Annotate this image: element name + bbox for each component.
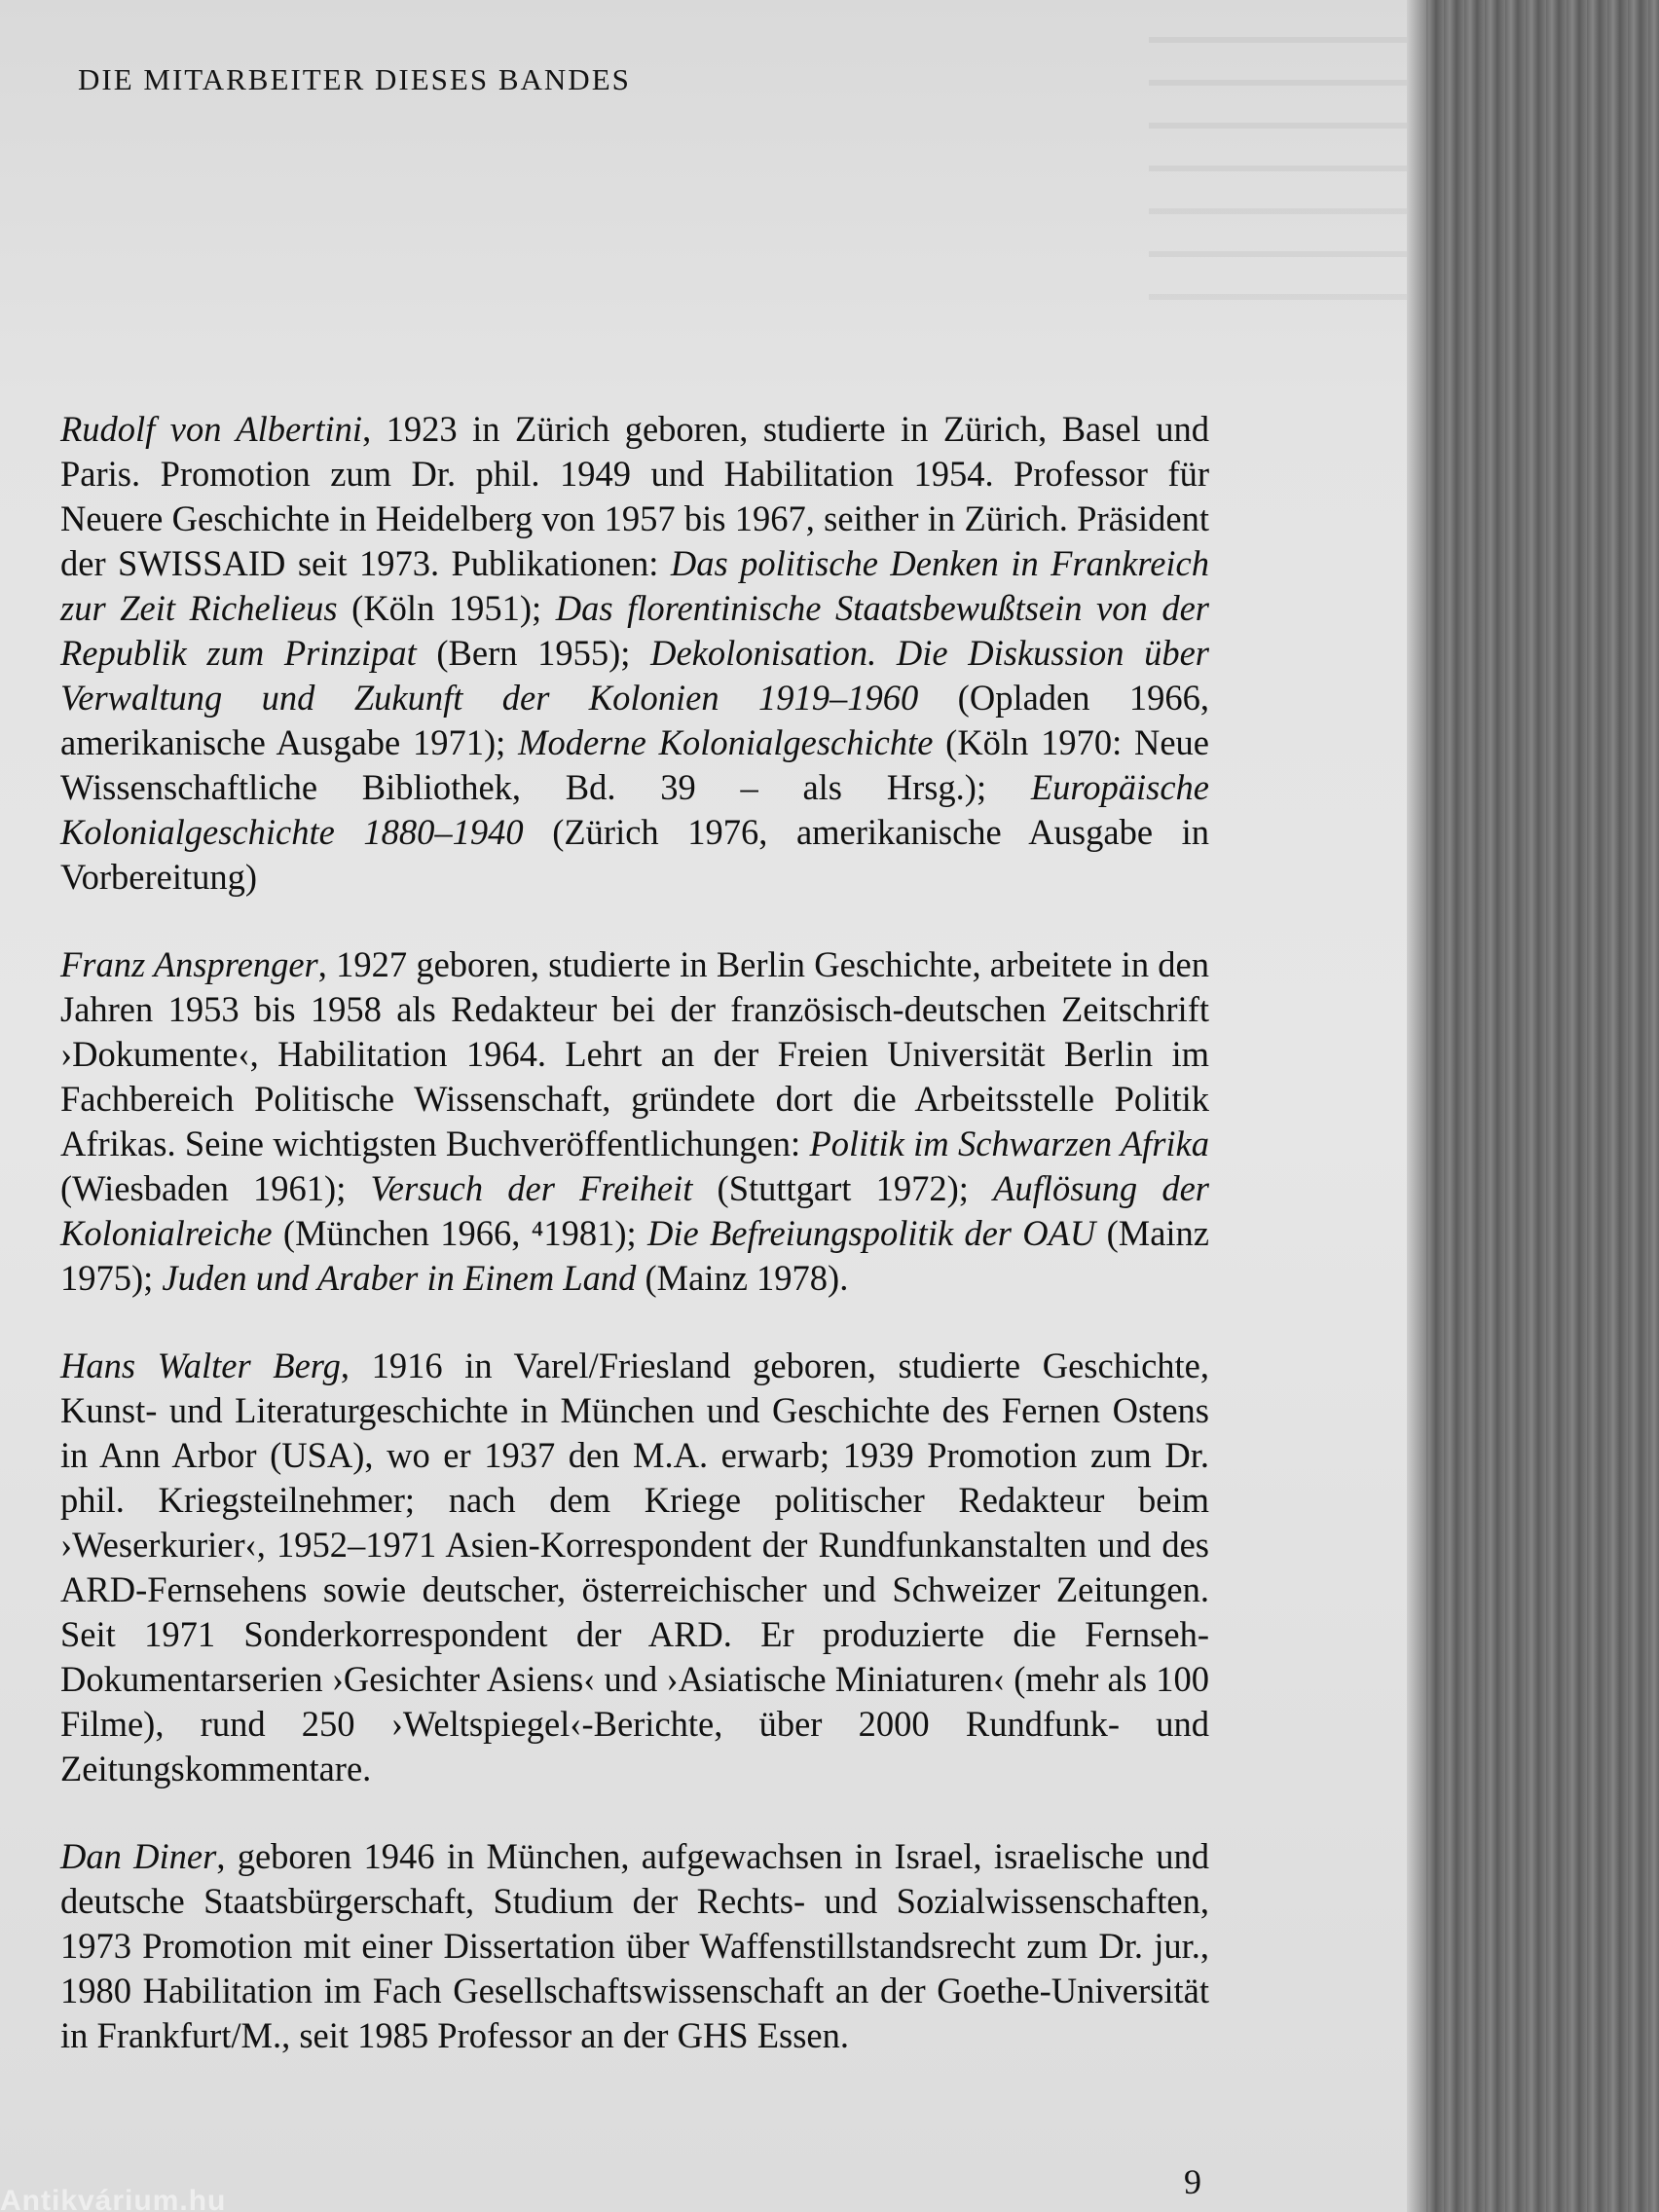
bio-text: (Stuttgart 1972); (692, 1168, 994, 1208)
publication-title: Dekolonisation. Die Diskussion über Verwaltung und Zukunft der Kolonien 1919–1960 (60, 633, 1210, 718)
publication-title: Juden und Araber in Einem Land (162, 1258, 637, 1298)
bio-text: (Wiesbaden 1961); (60, 1168, 371, 1208)
page-number: 9 (1184, 2162, 1201, 2201)
publication-title: Das politische Denken in Frankreich zur Zeit Richelieus (60, 543, 1209, 628)
paper-edge (1407, 0, 1426, 2212)
bio-text: , 1923 in Zürich geboren, studierte in Zürich, Basel und Paris. Promotion zum Dr. phil. 1949 und Habilitation 1954. Professor für Neuere Geschichte in Heidelberg von 1957 bis 1967, seither in Zürich. Präsident der SWISSAID seit 1973. Publikationen: (60, 409, 1209, 583)
bio-text: (Bern 1955); (416, 633, 651, 673)
contributor-name: Franz Ansprenger (60, 944, 318, 984)
contributor-entry-berg (60, 1344, 1209, 1791)
bio-text: , geboren 1946 in München, aufgewachsen in Israel, israelische und deutsche Staatsbürgerschaft, Studium der Rechts- und Sozialwissenschaften, 1973 Promotion mit einer Dissertation über Waffenstillstandsrecht zum Dr. jur., 1980 Habilitation im Fach Gesellschaftswissenschaft an der Goethe-Universität in Frankfurt/M., seit 1985 Professor an der GHS Essen. (60, 1836, 1210, 2055)
bio-text: , 1927 geboren, studierte in Berlin Geschichte, arbeitete in den Jahren 1953 bis 1958 als Redakteur bei der französisch-deutschen Zeitschrift ›Dokumente‹, Habilitation 1964. Lehrt an der Freien Universität Berlin im Fachbereich Politische Wissenschaft, gründete dort die Arbeitsstelle Politik Afrikas. Seine wichtigsten Buchveröffentlichungen: (60, 944, 1210, 1163)
bio-text: (Köln 1951); (337, 588, 556, 628)
publication-title: Auflösung der Kolonialreiche (60, 1168, 1210, 1253)
bio-text: (Mainz 1978). (636, 1258, 849, 1298)
publication-title: Politik im Schwarzen Afrika (809, 1124, 1209, 1163)
bio-text: (Zürich 1976, amerikanische Ausgabe in Vorbereitung) (60, 812, 1209, 897)
publication-title: Das florentinische Staatsbewußtsein von der Republik zum Prinzipat (60, 588, 1210, 673)
contributor-name: Rudolf von Albertini (60, 409, 363, 449)
bio-text: (Opladen 1966, amerikanische Ausgabe 1971); (60, 678, 1210, 762)
watermark-text: Antikvárium.hu (0, 2185, 227, 2212)
background-surface (1423, 0, 1659, 2212)
publication-title: Europäische Kolonialgeschichte 1880–1940 (60, 767, 1209, 852)
publication-title: Die Befreiungspolitik der OAU (646, 1213, 1096, 1253)
contributor-entry-albertini (60, 407, 1209, 900)
contributor-name: Hans Walter Berg (60, 1346, 341, 1385)
contributor-list (60, 407, 1209, 2101)
bio-text: , 1916 in Varel/Friesland geboren, studierte Geschichte, Kunst- und Literaturgeschichte in München und Geschichte des Fernen Ostens in Ann Arbor (USA), wo er 1937 den M.A. erwarb; 1939 Promotion zum Dr. phil. Kriegsteilnehmer; nach dem Kriege politischer Redakteur beim ›Weserkurier‹, 1952–1971 Asien-Korrespondent der Rundfunkanstalten und des ARD-Fernsehens sowie deutscher, österreichischer und Schweizer Zeitungen. Seit 1971 Sonderkorrespondent der ARD. Er produzierte die Fernseh-Dokumentarserien ›Gesichter Asiens‹ und ›Asiatische Miniaturen‹ (mehr als 100 Filme), rund 250 ›Weltspiegel‹-Berichte, über 2000 Rundfunk- und Zeitungskommentare. (60, 1346, 1210, 1788)
show-through-text (1149, 0, 1421, 331)
contributor-entry-diner (60, 1834, 1209, 2058)
publication-title: Versuch der Freiheit (370, 1168, 693, 1208)
contributor-name: Dan Diner (60, 1836, 217, 1876)
running-head: DIE MITARBEITER DIESES BANDES (78, 62, 631, 96)
contributor-entry-ansprenger (60, 942, 1209, 1301)
bio-text: (München 1966, ⁴1981); (272, 1213, 647, 1253)
publication-title: Moderne Kolonialgeschichte (518, 722, 934, 762)
bio-text: (Mainz 1975); (60, 1213, 1209, 1298)
bio-text: (Köln 1970: Neue Wissenschaftliche Bibliothek, Bd. 39 – als Hrsg.); (60, 722, 1209, 807)
